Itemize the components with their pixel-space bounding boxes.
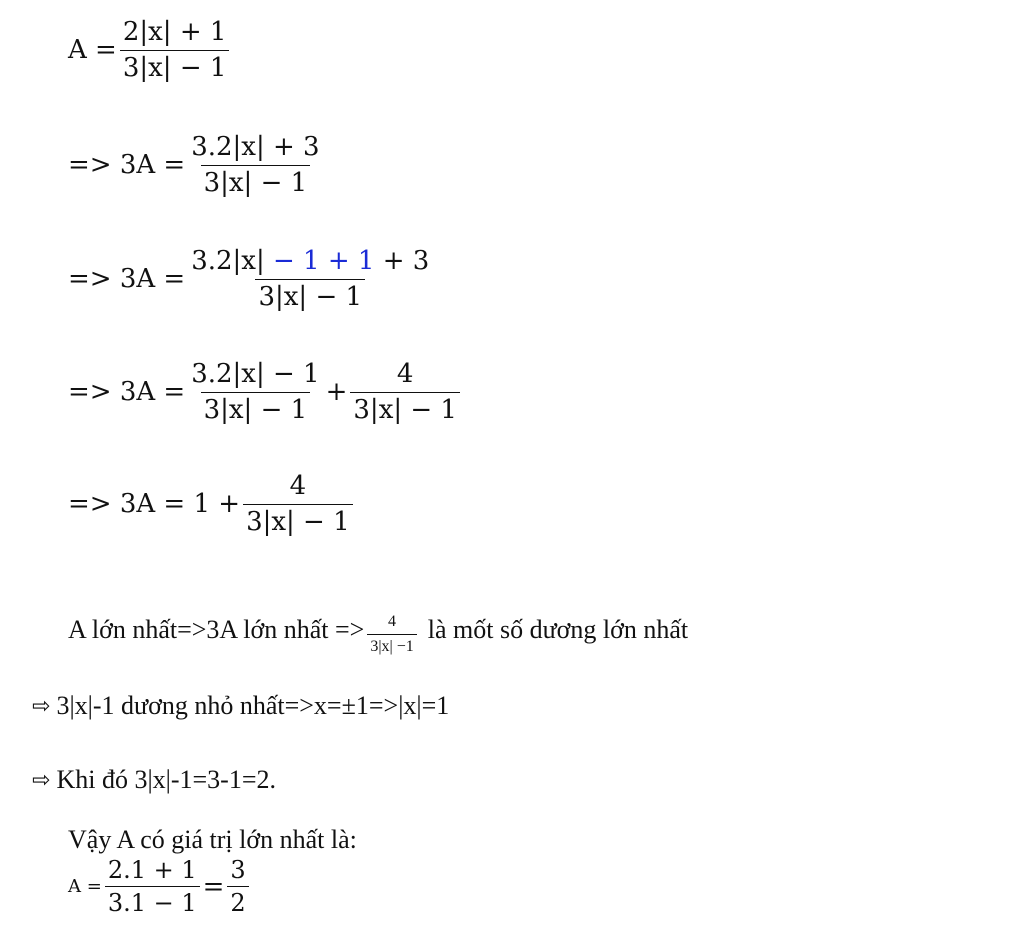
eq3-numerator	[188, 247, 432, 279]
eq1-denominator: 3|x| − 1	[120, 50, 230, 83]
equation-4	[68, 360, 463, 424]
bullet-1-text: 3|x|-1 dương nhỏ nhất=>x=±1=>|x|=1	[56, 691, 450, 720]
conclusion-numerator: 2.1 + 1	[107, 856, 197, 884]
eq4-f1-denominator: 3|x| − 1	[201, 392, 311, 425]
eq2-fraction	[188, 133, 322, 197]
result-denominator: 2	[227, 886, 248, 916]
eq3-fraction	[188, 247, 432, 311]
eq4-fraction-2	[350, 360, 460, 424]
eq5-numerator: 4	[289, 471, 307, 501]
eq4-lhs: => 3A =	[68, 377, 186, 408]
eq4-f2-numerator: 4	[396, 359, 414, 389]
eq5-fraction	[243, 472, 353, 536]
equation-3	[68, 247, 435, 311]
eq2-denominator: 3|x| − 1	[201, 165, 311, 198]
eq4-f2-denominator: 3|x| − 1	[350, 392, 460, 425]
sentence-pre: A lớn nhất=>3A lớn nhất =>	[68, 615, 365, 645]
conclusion-fraction	[105, 857, 200, 917]
eq4-f1-numerator: 3.2|x| − 1	[191, 359, 320, 389]
eq4-fraction-1	[188, 360, 322, 424]
equation-1	[68, 18, 232, 82]
bullet-2	[32, 765, 276, 795]
conclusion-result	[227, 857, 248, 917]
eq4-plus: +	[325, 377, 348, 408]
sentence-fraction	[367, 613, 416, 655]
eq2-lhs: => 3A =	[68, 150, 186, 181]
conclusion-denominator: 3.1 − 1	[105, 886, 200, 916]
eq5-lhs: => 3A = 1 +	[68, 489, 241, 520]
result-numerator: 3	[230, 856, 246, 884]
max-sentence	[68, 605, 688, 655]
eq2-numerator: 3.2|x| + 3	[191, 132, 320, 162]
sentence-denominator: 3|x| −1	[367, 634, 416, 656]
equation-5	[68, 472, 356, 536]
arrow-right-icon: ⇨	[32, 767, 51, 793]
eq3-num-part-a: 3.2|x|	[191, 246, 273, 276]
eq3-num-part-b: + 3	[374, 246, 430, 276]
conclusion-text: Vậy A có giá trị lớn nhất là:	[68, 825, 357, 854]
eq1-fraction	[120, 18, 230, 82]
eq3-num-highlight: − 1 + 1	[273, 246, 375, 276]
eq1-numerator: 2|x| + 1	[122, 17, 227, 47]
conclusion-lhs: A =	[68, 876, 102, 898]
bullet-2-text: Khi đó 3|x|-1=3-1=2.	[56, 765, 276, 794]
eq1-lhs: A =	[68, 35, 117, 66]
eq3-lhs: => 3A =	[68, 264, 186, 295]
bullet-1	[32, 691, 449, 721]
conclusion-equation	[68, 857, 252, 917]
eq5-denominator: 3|x| − 1	[243, 504, 353, 537]
conclusion-eq: =	[202, 871, 225, 902]
equation-2	[68, 133, 326, 197]
eq3-denominator: 3|x| − 1	[255, 279, 365, 312]
sentence-numerator: 4	[388, 613, 397, 630]
sentence-post: là mốt số dương lớn nhất	[427, 615, 689, 645]
arrow-right-icon: ⇨	[32, 693, 51, 719]
